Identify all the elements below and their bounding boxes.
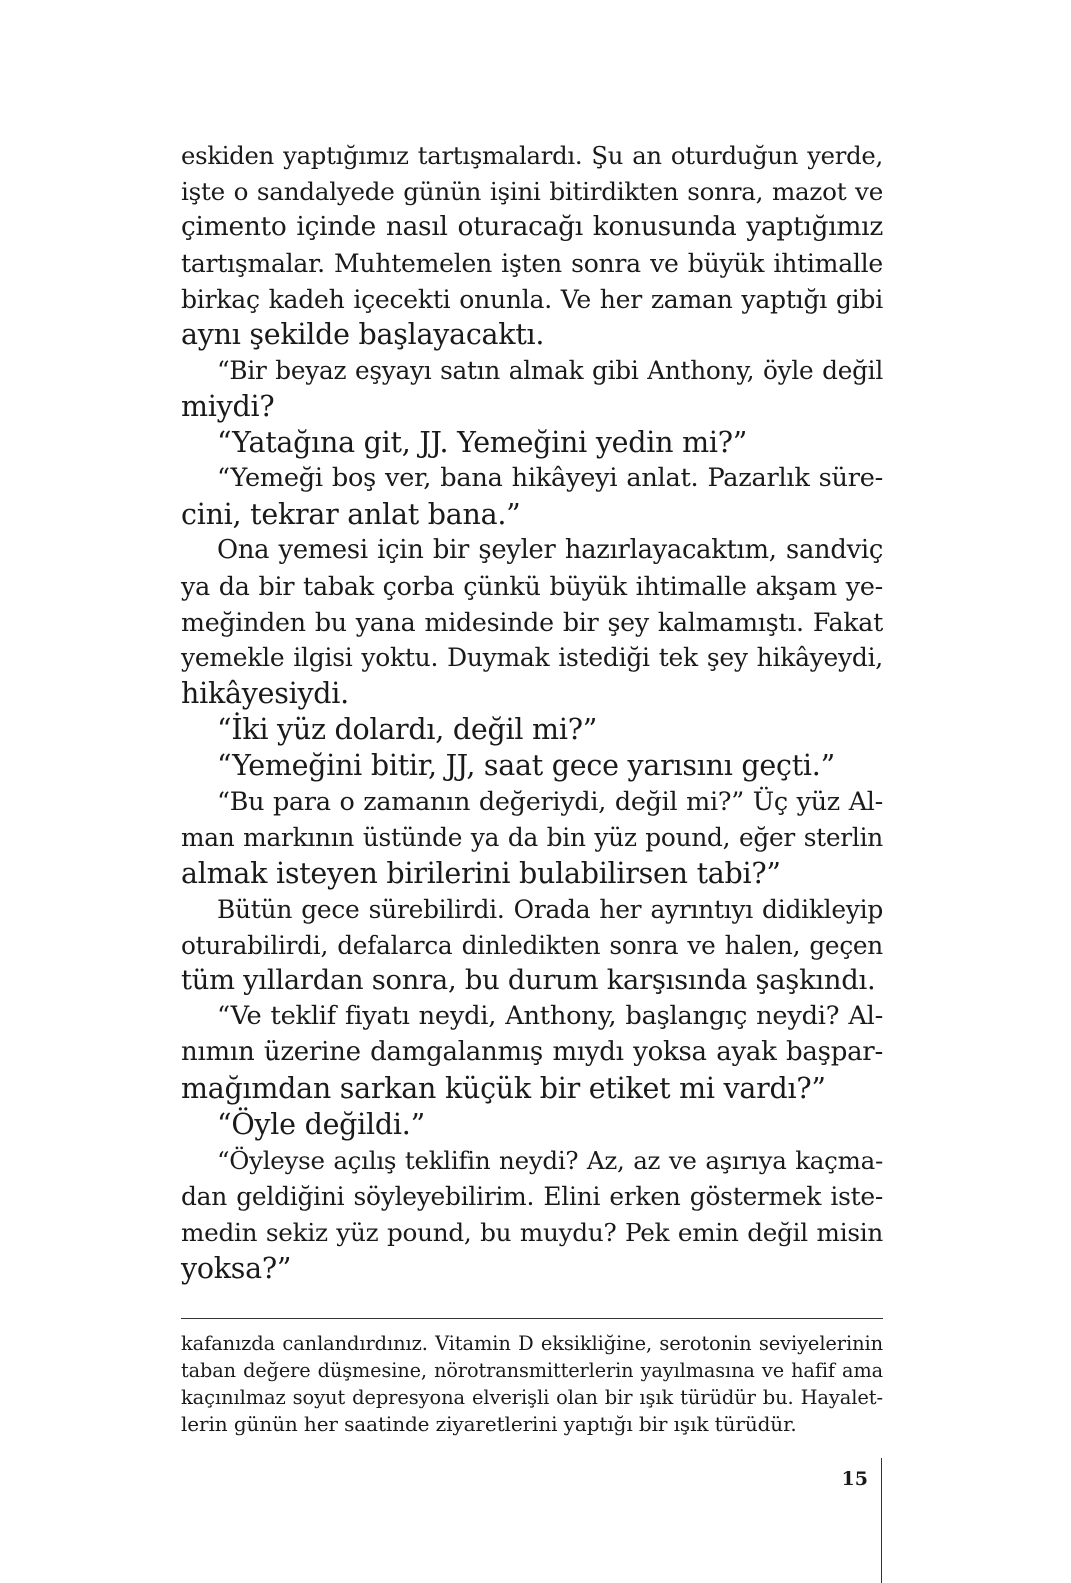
body-line: “Ve teklif fiyatı neydi, Anthony, başlangıç neydi? Al-	[217, 1001, 883, 1032]
body-line: tartışmalar. Muhtemelen işten sonra ve büyük ihtimalle	[181, 248, 883, 278]
body-line: “Yatağına git, JJ. Yemeğini yedin mi?”	[217, 426, 748, 460]
body-line: “Yemeğini bitir, JJ, saat gece yarısını geçti.”	[217, 749, 835, 783]
body-line: hikâyesiydi.	[181, 677, 349, 711]
body-line: Bütün gece sürebilirdi. Orada her ayrıntıyı didikleyip	[217, 894, 883, 924]
footnote-line: kaçınılmaz soyut depresyona elverişli olan bir ışık türüdür bu. Hayalet-	[181, 1386, 883, 1409]
body-line: “Öyle değildi.”	[217, 1108, 425, 1142]
body-line: birkaç kadeh içecekti onunla. Ve her zaman yaptığı gibi	[181, 284, 883, 314]
body-line: oturabilirdi, defalarca dinledikten sonra ve halen, geçen	[181, 930, 883, 960]
body-line: nımın üzerine damgalanmış mıydı yoksa ayak başpar-	[181, 1037, 883, 1068]
body-line: cini, tekrar anlat bana.”	[181, 497, 521, 531]
body-line: “Bu para o zamanın değeriydi, değil mi?” Üç yüz Al-	[217, 786, 883, 817]
body-line: dan geldiğini söyleyebilirim. Elini erken göstermek iste-	[181, 1181, 883, 1211]
body-line: man markının üstünde ya da bin yüz pound, eğer sterlin	[181, 822, 883, 852]
body-line: medin sekiz yüz pound, bu muydu? Pek emin değil misin	[181, 1217, 883, 1247]
body-line: ya da bir tabak çorba çünkü büyük ihtimalle akşam ye-	[181, 570, 883, 601]
body-line: “İki yüz dolardı, değil mi?”	[217, 713, 598, 747]
page-number: 15	[841, 1468, 868, 1490]
body-line: çimento içinde nasıl oturacağı konusunda yaptığımız	[181, 211, 883, 242]
body-line: aynı şekilde başlayacaktı.	[181, 318, 545, 352]
body-line: “Yemeği boş ver, bana hikâyeyi anlat. Pazarlık süre-	[217, 463, 883, 494]
footnote-line: kafanızda canlandırdınız. Vitamin D eksikliğine, serotonin seviyelerinin	[181, 1332, 883, 1355]
footnote-divider	[181, 1318, 883, 1319]
footnote	[181, 1330, 883, 1438]
body-line: yemekle ilgisi yoktu. Duymak istediği tek şey hikâyeydi,	[181, 643, 883, 673]
body-text	[181, 138, 883, 1287]
footnote-line: lerin günün her saatinde ziyaretlerini yaptığı bir ışık türüdür.	[181, 1412, 797, 1436]
body-line: miydi?	[181, 390, 275, 424]
body-line: Ona yemesi için bir şeyler hazırlayacaktım, sandviç	[217, 534, 883, 565]
body-line: tüm yıllardan sonra, bu durum karşısında şaşkındı.	[181, 965, 876, 997]
body-line: “Öyleyse açılış teklifin neydi? Az, az ve aşırıya kaçma-	[217, 1145, 883, 1175]
body-line: işte o sandalyede günün işini bitirdikten sonra, mazot ve	[181, 176, 883, 206]
body-line: almak isteyen birilerini bulabilirsen tabi?”	[181, 856, 781, 890]
body-line: “Bir beyaz eşyayı satın almak gibi Anthony, öyle değil	[217, 356, 883, 386]
body-line: meğinden bu yana midesinde bir şey kalmamıştı. Fakat	[181, 607, 883, 637]
footnote-line: taban değere düşmesine, nörotransmitterlerin yayılmasına ve hafif ama	[181, 1359, 883, 1382]
body-line: mağımdan sarkan küçük bir etiket mi vardı?”	[181, 1072, 826, 1106]
page-edge-rule	[881, 1458, 882, 1583]
body-line: yoksa?”	[181, 1251, 292, 1285]
body-line: eskiden yaptığımız tartışmalardı. Şu an oturduğun yerde,	[181, 141, 883, 170]
